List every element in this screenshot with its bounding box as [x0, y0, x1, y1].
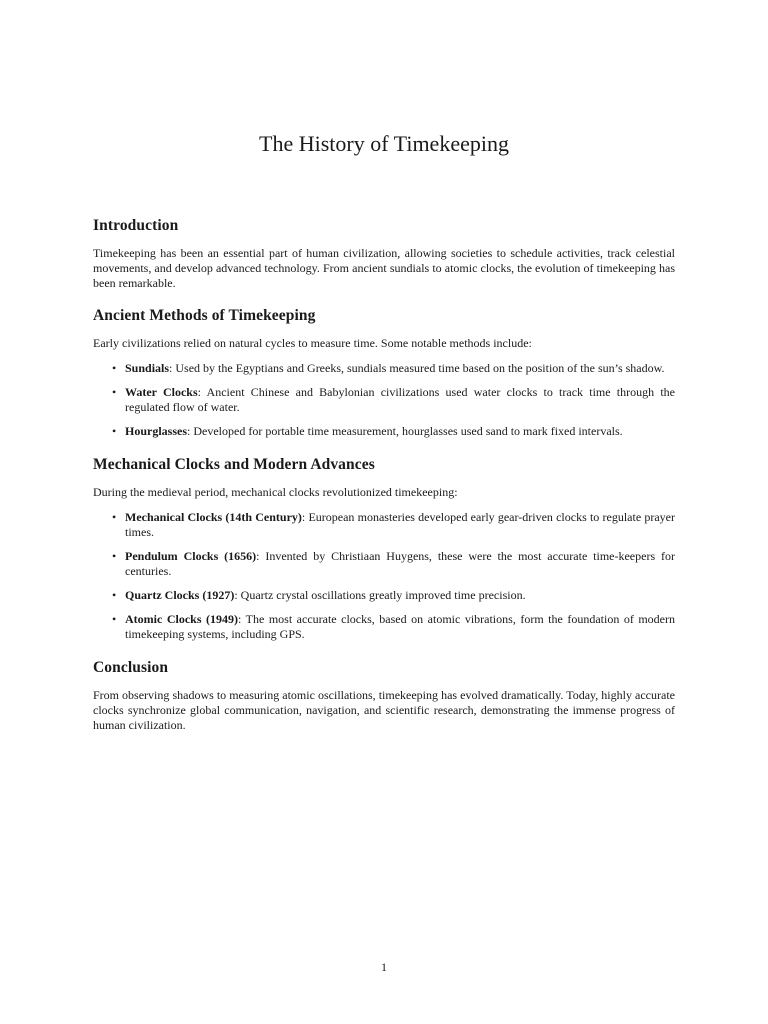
list-item — [93, 510, 675, 540]
section-heading-ancient-methods: Ancient Methods of Timekeeping — [93, 307, 316, 324]
mechanical-clocks-list — [93, 510, 675, 642]
bullet-glyph: • — [112, 588, 117, 602]
list-item-text: : Used by the Egyptians and Greeks, sundials measured time based on the position of the sun’s shadow. — [169, 361, 665, 375]
section-conclusion — [93, 658, 675, 733]
bullet-glyph: • — [112, 361, 117, 375]
list-item-term: Atomic Clocks (1949) — [125, 612, 239, 626]
list-item-term: Hourglasses — [125, 424, 188, 438]
bullet-glyph: • — [112, 510, 117, 524]
list-item — [93, 361, 675, 376]
list-item-term: Water Clocks — [125, 385, 198, 399]
ancient-methods-lead: Early civilizations relied on natural cycles to measure time. Some notable methods include: — [93, 336, 532, 350]
section-heading-conclusion: Conclusion — [93, 659, 169, 676]
document-body — [93, 216, 675, 749]
list-item-term: Pendulum Clocks (1656) — [125, 549, 257, 563]
list-item-text: : European monasteries developed early gear-driven clocks to regulate prayer times. — [125, 510, 675, 539]
page-number: 1 — [381, 960, 387, 974]
bullet-glyph: • — [112, 385, 117, 399]
introduction-paragraph: Timekeeping has been an essential part of human civilization, allowing societies to schedule activities, track celestial movements, and develop advanced technology. From ancient sundials to atomic clocks, the evolution of timekeeping has been remarkable. — [93, 246, 675, 290]
section-heading-introduction: Introduction — [93, 217, 179, 234]
list-item — [93, 588, 675, 603]
document-title: The History of Timekeeping — [259, 131, 509, 156]
section-mechanical-clocks — [93, 455, 675, 642]
list-item-text: : Developed for portable time measurement, hourglasses used sand to mark fixed intervals. — [187, 424, 623, 438]
list-item-term: Mechanical Clocks (14th Century) — [125, 510, 302, 524]
list-item-term: Sundials — [125, 361, 170, 375]
list-item-term: Quartz Clocks (1927) — [125, 588, 235, 602]
section-introduction — [93, 216, 675, 291]
list-item-text: : The most accurate clocks, based on atomic vibrations, form the foundation of modern timekeeping systems, including GPS. — [125, 612, 676, 641]
list-item — [93, 549, 675, 579]
list-item — [93, 424, 675, 439]
list-item-text: : Invented by Christiaan Huygens, these were the most accurate time-keepers for centuries. — [125, 549, 675, 578]
section-heading-mechanical-clocks: Mechanical Clocks and Modern Advances — [93, 456, 375, 473]
bullet-glyph: • — [112, 424, 117, 438]
list-item — [93, 612, 675, 642]
bullet-glyph: • — [112, 612, 117, 626]
bullet-glyph: • — [112, 549, 117, 563]
conclusion-paragraph: From observing shadows to measuring atomic oscillations, timekeeping has evolved dramatically. Today, highly accurate clocks synchronize global communication, navigation, and scientific research, demonstrating the immense progress of human civilization. — [93, 688, 675, 732]
mechanical-clocks-lead: During the medieval period, mechanical clocks revolutionized timekeeping: — [93, 485, 458, 499]
ancient-methods-list — [93, 361, 675, 439]
section-ancient-methods — [93, 306, 675, 439]
list-item-text: : Quartz crystal oscillations greatly improved time precision. — [234, 588, 526, 602]
list-item-text: : Ancient Chinese and Babylonian civilizations used water clocks to track time through the regulated flow of water. — [125, 385, 675, 414]
list-item — [93, 385, 675, 415]
